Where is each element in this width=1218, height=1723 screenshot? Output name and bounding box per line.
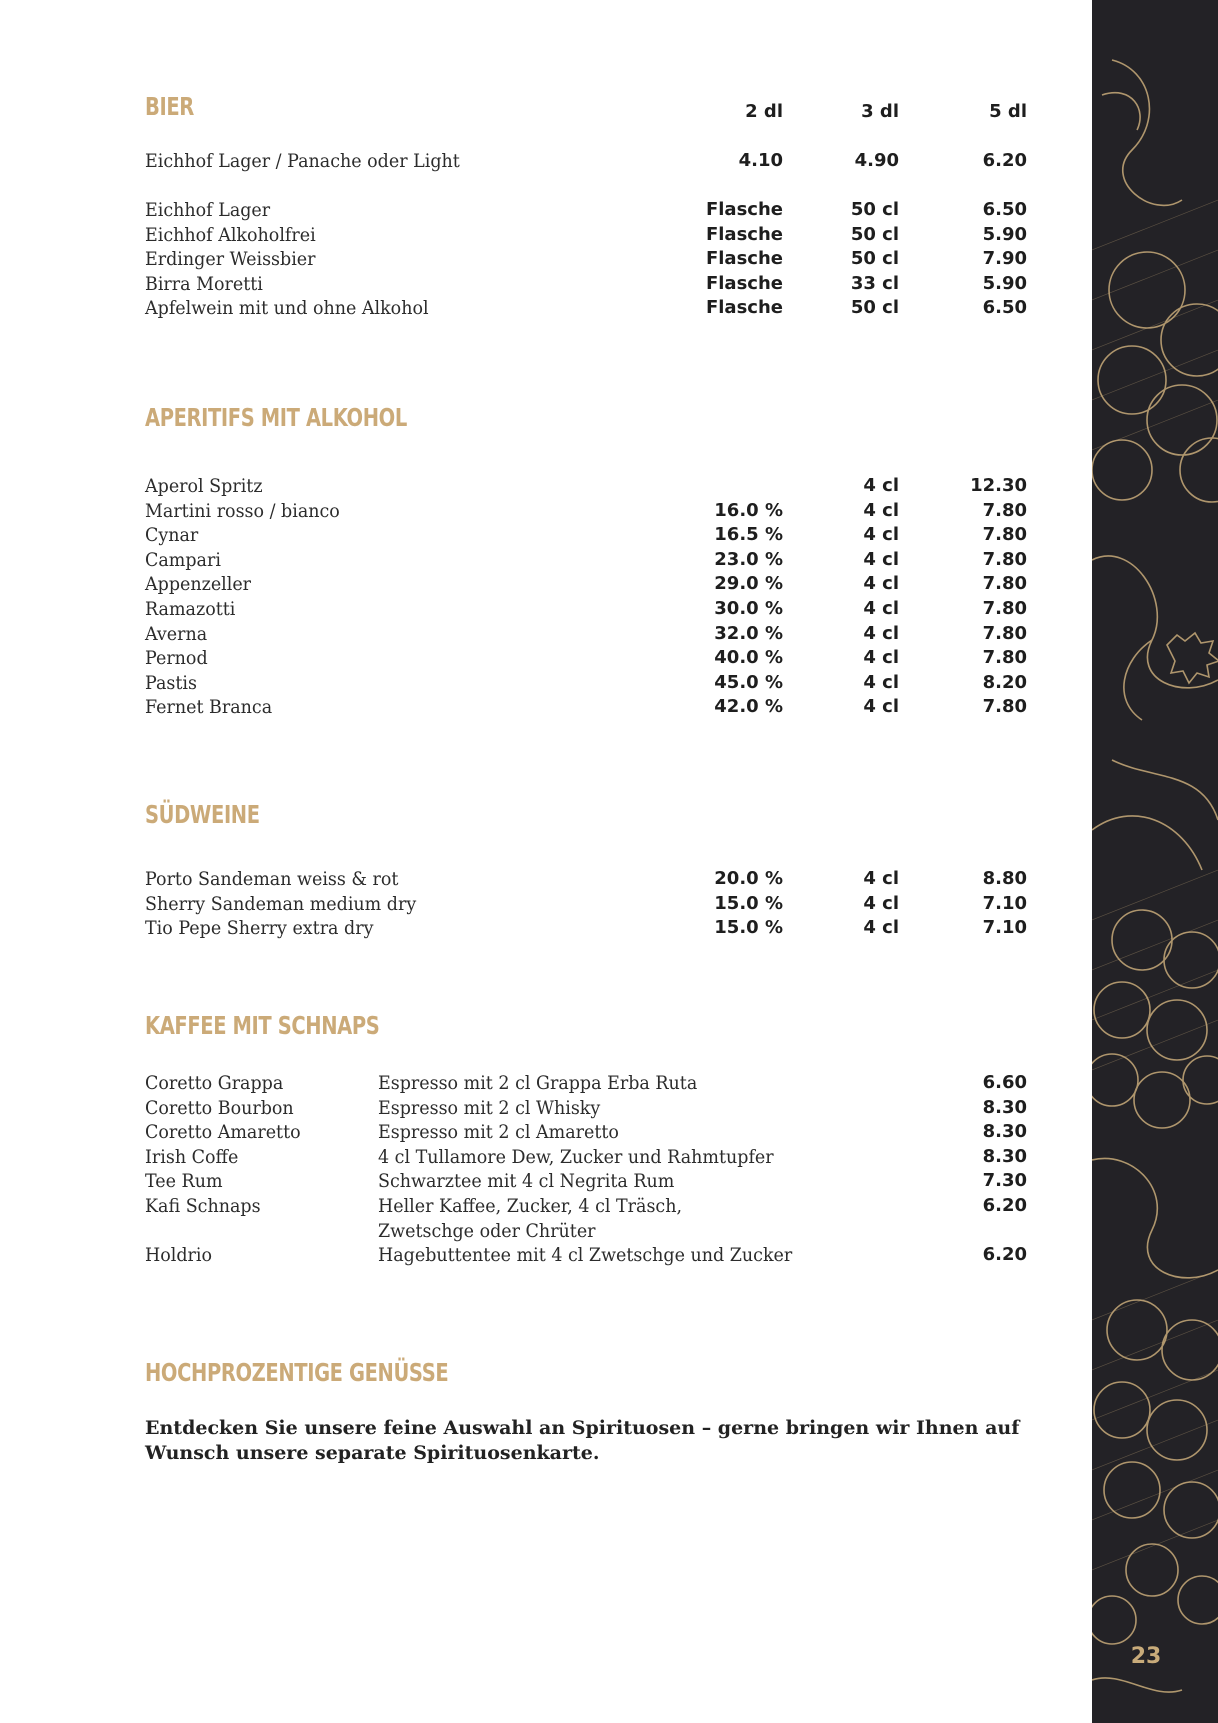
item-col-3: 7.80 bbox=[982, 622, 1027, 644]
item-col-2: 50 cl bbox=[850, 248, 899, 270]
item-name: Sherry Sandeman medium dry bbox=[145, 892, 417, 915]
section-title-aperitifs: APERITIFS MIT ALKOHOL bbox=[145, 403, 407, 432]
item-name: Fernet Branca bbox=[145, 696, 273, 719]
menu-row bbox=[0, 1169, 1092, 1194]
item-col-2: 50 cl bbox=[850, 223, 899, 245]
item-col-3: 7.80 bbox=[982, 647, 1027, 669]
item-description: Espresso mit 2 cl Whisky bbox=[378, 1096, 601, 1119]
grape-vine-illustration bbox=[1092, 0, 1218, 1723]
item-description: Heller Kaffee, Zucker, 4 cl Träsch, bbox=[378, 1195, 683, 1217]
item-col-3: 7.10 bbox=[982, 917, 1027, 939]
item-col-3: 8.80 bbox=[982, 868, 1027, 889]
item-description: 4 cl Tullamore Dew, Zucker und Rahmtupfer bbox=[378, 1145, 774, 1168]
item-name: Erdinger Weissbier bbox=[145, 248, 316, 271]
item-name: Irish Coffe bbox=[145, 1145, 239, 1168]
item-col-2: 4 cl bbox=[863, 475, 899, 496]
menu-row bbox=[0, 867, 1092, 891]
menu-row bbox=[0, 646, 1092, 670]
item-col-3: 6.50 bbox=[982, 199, 1027, 220]
header-3dl: 3 dl bbox=[861, 101, 899, 122]
item-price: 6.20 bbox=[982, 1244, 1027, 1265]
menu-row bbox=[0, 247, 1092, 271]
menu-row bbox=[0, 1120, 1092, 1145]
item-col-1: 15.0 % bbox=[714, 917, 783, 939]
item-col-3: 7.10 bbox=[982, 892, 1027, 914]
item-col-3: 7.80 bbox=[982, 548, 1027, 570]
item-name: Pastis bbox=[145, 671, 197, 694]
item-name: Eichhof Alkoholfrei bbox=[145, 223, 316, 246]
item-description: Hagebuttentee mit 4 cl Zwetschge und Zucker bbox=[378, 1244, 793, 1266]
section-title-bier: BIER bbox=[145, 92, 194, 121]
item-name: Eichhof Lager bbox=[145, 199, 271, 221]
item-price: 8.30 bbox=[982, 1145, 1027, 1167]
item-col-3: 8.20 bbox=[982, 671, 1027, 693]
item-name: Cynar bbox=[145, 524, 199, 547]
item-col-3: 6.20 bbox=[982, 150, 1027, 171]
menu-row bbox=[0, 272, 1092, 296]
section-title-hochprozentig: HOCHPROZENTIGE GENÜSSE bbox=[145, 1358, 449, 1387]
item-name: Birra Moretti bbox=[145, 272, 263, 295]
item-col-1: 4.10 bbox=[738, 150, 783, 171]
item-name: Ramazotti bbox=[145, 598, 236, 620]
item-col-3: 12.30 bbox=[970, 475, 1027, 496]
item-col-2: 4 cl bbox=[863, 548, 899, 570]
menu-row bbox=[0, 597, 1092, 621]
decorative-grape-band bbox=[1092, 0, 1218, 1723]
menu-row bbox=[0, 572, 1092, 596]
item-col-3: 7.90 bbox=[982, 248, 1027, 270]
item-col-3: 5.90 bbox=[982, 272, 1027, 294]
item-col-3: 7.80 bbox=[982, 598, 1027, 619]
header-5dl: 5 dl bbox=[989, 101, 1027, 122]
section-title-kaffee: KAFFEE MIT SCHNAPS bbox=[145, 1011, 380, 1040]
item-col-2: 50 cl bbox=[850, 297, 899, 319]
item-name: Coretto Grappa bbox=[145, 1072, 284, 1094]
item-col-1: Flasche bbox=[705, 297, 783, 319]
item-col-1: 29.0 % bbox=[714, 573, 783, 595]
item-col-1: 45.0 % bbox=[714, 671, 783, 693]
item-name: Martini rosso / bianco bbox=[145, 499, 340, 522]
item-col-1: Flasche bbox=[705, 223, 783, 245]
item-price: 8.30 bbox=[982, 1096, 1027, 1118]
item-col-3: 7.80 bbox=[982, 573, 1027, 595]
menu-row bbox=[0, 1145, 1092, 1170]
item-col-3: 5.90 bbox=[982, 223, 1027, 245]
menu-row bbox=[0, 695, 1092, 719]
item-col-1: 16.0 % bbox=[714, 499, 783, 521]
item-col-1: 42.0 % bbox=[714, 696, 783, 718]
item-col-2: 4 cl bbox=[863, 917, 899, 939]
item-col-2: 4 cl bbox=[863, 868, 899, 889]
item-col-1: 40.0 % bbox=[714, 647, 783, 669]
item-description: Schwarztee mit 4 cl Negrita Rum bbox=[378, 1170, 675, 1193]
menu-row bbox=[0, 892, 1092, 916]
item-col-1: 30.0 % bbox=[714, 598, 783, 619]
item-col-3: 6.50 bbox=[982, 297, 1027, 319]
item-description: Espresso mit 2 cl Grappa Erba Ruta bbox=[378, 1072, 698, 1094]
item-name: Holdrio bbox=[145, 1244, 213, 1266]
item-name: Campari bbox=[145, 548, 221, 571]
item-name: Aperol Spritz bbox=[145, 475, 263, 497]
section-title-suedweine: SÜDWEINE bbox=[145, 800, 260, 829]
item-col-2: 4 cl bbox=[863, 499, 899, 521]
item-name: Coretto Bourbon bbox=[145, 1096, 294, 1119]
item-col-2: 4 cl bbox=[863, 598, 899, 619]
header-2dl: 2 dl bbox=[745, 101, 783, 122]
item-col-1: 15.0 % bbox=[714, 892, 783, 914]
item-name: Porto Sandeman weiss & rot bbox=[145, 868, 399, 890]
item-name: Tio Pepe Sherry extra dry bbox=[145, 917, 374, 940]
menu-row bbox=[0, 1194, 1092, 1243]
menu-row bbox=[0, 622, 1092, 646]
item-col-2: 4 cl bbox=[863, 524, 899, 546]
item-price: 6.20 bbox=[982, 1195, 1027, 1216]
menu-row bbox=[0, 149, 1092, 173]
menu-row bbox=[0, 916, 1092, 940]
menu-row bbox=[0, 1096, 1092, 1121]
item-price: 8.30 bbox=[982, 1121, 1027, 1143]
item-col-2: 4 cl bbox=[863, 892, 899, 914]
item-description: Espresso mit 2 cl Amaretto bbox=[378, 1121, 619, 1144]
item-col-3: 7.80 bbox=[982, 499, 1027, 521]
menu-row bbox=[0, 523, 1092, 547]
item-col-1: 20.0 % bbox=[714, 868, 783, 889]
menu-row bbox=[0, 499, 1092, 523]
item-col-1: Flasche bbox=[705, 199, 783, 220]
item-name: Pernod bbox=[145, 647, 208, 670]
menu-row bbox=[0, 671, 1092, 695]
item-name: Apfelwein mit und ohne Alkohol bbox=[145, 297, 429, 320]
item-col-1: 23.0 % bbox=[714, 548, 783, 570]
item-name: Appenzeller bbox=[145, 573, 252, 596]
menu-row bbox=[0, 1243, 1092, 1268]
item-col-2: 4 cl bbox=[863, 696, 899, 718]
item-name: Tee Rum bbox=[145, 1170, 223, 1193]
item-col-2: 4 cl bbox=[863, 622, 899, 644]
item-col-1: 16.5 % bbox=[714, 524, 783, 546]
item-col-1: 32.0 % bbox=[714, 622, 783, 644]
item-col-1: Flasche bbox=[705, 272, 783, 294]
item-name: Eichhof Lager / Panache oder Light bbox=[145, 150, 460, 172]
menu-row bbox=[0, 474, 1092, 498]
menu-row bbox=[0, 223, 1092, 247]
menu-row bbox=[0, 198, 1092, 222]
menu-row bbox=[0, 548, 1092, 572]
item-name: Kafi Schnaps bbox=[145, 1195, 261, 1217]
item-price: 7.30 bbox=[982, 1170, 1027, 1192]
item-col-2: 33 cl bbox=[850, 272, 899, 294]
item-name: Averna bbox=[145, 622, 208, 645]
item-col-2: 4 cl bbox=[863, 647, 899, 669]
item-col-2: 50 cl bbox=[850, 199, 899, 220]
item-col-3: 7.80 bbox=[982, 696, 1027, 718]
item-col-3: 7.80 bbox=[982, 524, 1027, 546]
spirituosen-note: Entdecken Sie unsere feine Auswahl an Spirituosen – gerne bringen wir Ihnen auf Wunsch unsere separate Spirituosenkarte. bbox=[145, 1417, 1020, 1464]
item-col-1: Flasche bbox=[705, 248, 783, 270]
page-number: 23 bbox=[1130, 1644, 1162, 1669]
menu-row bbox=[0, 1071, 1092, 1096]
bier-column-headers bbox=[0, 100, 1092, 126]
item-description-line-2: Zwetschge oder Chrüter bbox=[378, 1219, 596, 1242]
item-col-2: 4 cl bbox=[863, 573, 899, 595]
item-col-2: 4 cl bbox=[863, 671, 899, 693]
item-price: 6.60 bbox=[982, 1072, 1027, 1093]
item-name: Coretto Amaretto bbox=[145, 1121, 301, 1144]
item-col-2: 4.90 bbox=[854, 150, 899, 171]
menu-row bbox=[0, 296, 1092, 320]
